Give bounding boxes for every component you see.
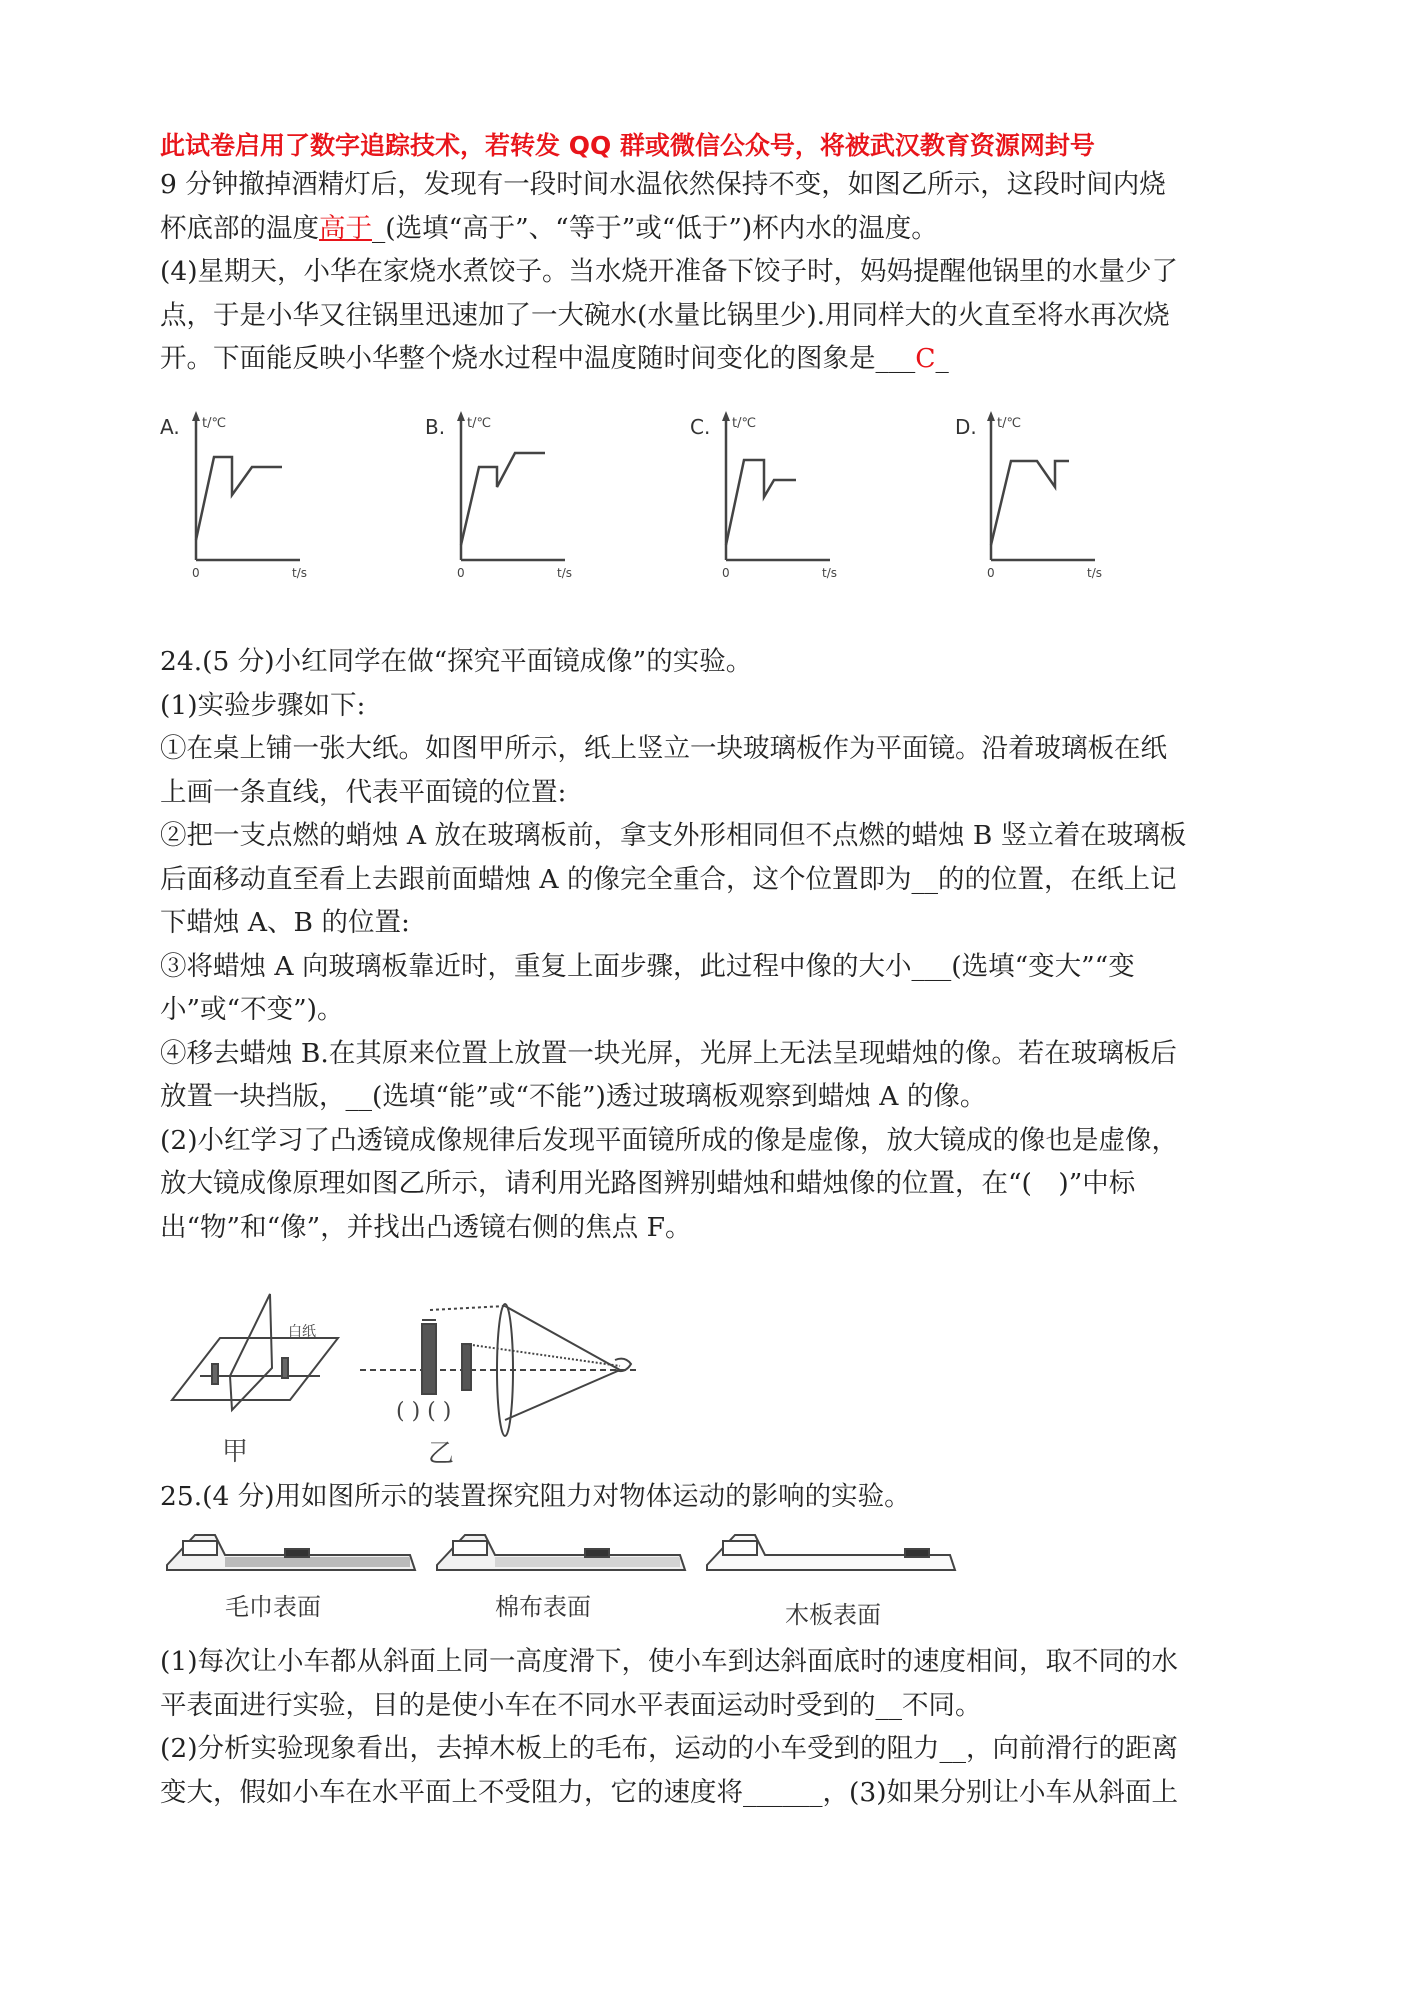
text-line: (2)分析实验现象看出，去掉木板上的毛布，运动的小车受到的阻力__，向前滑行的距离 — [160, 1733, 1179, 1764]
text-line: 小”或“不变”)。 — [160, 994, 344, 1025]
answer-text: 高于 — [319, 212, 372, 244]
y-axis-label: t/℃ — [467, 416, 492, 431]
y-axis-label: t/℃ — [202, 416, 227, 431]
graph-option-a — [160, 405, 330, 585]
graph-c-plot — [710, 405, 860, 585]
figure-yi-caption: 乙 — [428, 1439, 455, 1469]
figure-jia-caption: 甲 — [222, 1437, 249, 1467]
text-line — [160, 337, 1280, 381]
question-title: 24.(5 分)小红同学在做“探究平面镜成像”的实验。 — [160, 646, 753, 677]
blank-parens: ( ) ( ) — [396, 1399, 452, 1424]
graph-d-plot — [975, 405, 1125, 585]
question-23-block — [160, 163, 1280, 381]
origin-label: 0 — [457, 566, 465, 580]
graph-option-d — [955, 405, 1125, 585]
x-axis-label: t/s — [1087, 566, 1102, 580]
x-axis-label: t/s — [822, 566, 837, 580]
x-axis-label: t/s — [292, 566, 307, 580]
x-axis-label: t/s — [557, 566, 572, 580]
text-line: ①在桌上铺一张大纸。如图甲所示，纸上竖立一块玻璃板作为平面镜。沿着玻璃板在纸 — [160, 733, 1167, 764]
text-line: 下蜡烛 A、B 的位置: — [160, 907, 410, 938]
surface-label-cotton: 棉布表面 — [495, 1593, 591, 1621]
text-span: _(选填“高于”、“等于”或“低于”)杯内水的温度。 — [372, 212, 938, 244]
text-line: (1)每次让小车都从斜面上同一高度滑下，使小车到达斜面底时的速度相间，取不同的水 — [160, 1646, 1179, 1677]
text-line: 平表面进行实验，目的是使小车在不同水平表面运动时受到的__不同。 — [160, 1689, 982, 1721]
option-label: D. — [955, 415, 977, 439]
text-line: 点，于是小华又往锅里迅速加了一大碗水(水量比锅里少).用同样大的火直至将水再次烧 — [160, 299, 1170, 331]
origin-label: 0 — [722, 566, 730, 580]
option-label: C. — [690, 415, 711, 439]
text-line: ②把一支点燃的蛸烛 A 放在玻璃板前，拿支外形相同但不点燃的蜡烛 B 竖立着在玻璃板 — [160, 820, 1187, 851]
figure-yi-magnifier — [360, 1304, 640, 1469]
origin-label: 0 — [192, 566, 200, 580]
ramp-wood-surface — [707, 1535, 955, 1629]
text-line: 出“物”和“像”，并找出凸透镜右侧的焦点 F。 — [160, 1211, 692, 1243]
text-line: ③将蜡烛 A 向玻璃板靠近时，重复上面步骤，此过程中像的大小___(选填“变大”“变 — [160, 950, 1135, 982]
graph-b-plot — [445, 405, 595, 585]
graph-option-b — [425, 405, 595, 585]
text-line: 放置一块挡版，__(选填“能”或“不能”)透过玻璃板观察到蜡烛 A 的像。 — [160, 1081, 987, 1112]
option-label: A. — [160, 415, 180, 439]
text-line: 后面移动直至看上去跟前面蜡烛 A 的像完全重合，这个位置即为__的的位置，在纸上记 — [160, 863, 1177, 895]
mirror-lens-figure — [160, 1280, 720, 1470]
y-axis-label: t/℃ — [997, 416, 1022, 431]
text-line: (2)小红学习了凸透镜成像规律后发现平面镜所成的像是虚像，放大镜成的像也是虚像， — [160, 1124, 1179, 1156]
graph-a-plot — [180, 405, 330, 585]
question-25-title-block — [160, 1475, 1280, 1519]
origin-label: 0 — [987, 566, 995, 580]
question-title: 25.(4 分)用如图所示的装置探究阻力对物体运动的影响的实验。 — [160, 1481, 911, 1512]
paper-label: 白纸 — [288, 1324, 316, 1340]
y-axis-label: t/℃ — [732, 416, 757, 431]
text-line: (4)星期天，小华在家烧水煮饺子。当水烧开准备下饺子时，妈妈提醒他锅里的水量少了 — [160, 256, 1179, 287]
text-span: _ — [935, 343, 949, 374]
text-line: 变大，假如小车在水平面上不受阻力，它的速度将______，(3)如果分别让小车从斜面上 — [160, 1776, 1179, 1808]
option-label: B. — [425, 415, 446, 439]
surface-label-wood: 木板表面 — [785, 1601, 881, 1629]
question-25-body — [160, 1640, 1280, 1814]
text-line: 上画一条直线，代表平面镜的位置: — [160, 776, 567, 808]
text-line: (1)实验步骤如下: — [160, 689, 366, 721]
ramp-cotton-surface — [437, 1535, 685, 1621]
graph-option-c — [690, 405, 860, 585]
question-24-block — [160, 640, 1280, 1249]
text-span: 杯底部的温度 — [160, 212, 319, 244]
text-line — [160, 207, 1280, 251]
answer-text: C — [915, 343, 936, 374]
friction-surfaces-figure — [165, 1525, 985, 1630]
text-line: 9 分钟撤掉酒精灯后，发现有一段时间水温依然保持不变，如图乙所示，这段时间内烧 — [160, 169, 1166, 200]
text-line: ④移去蜡烛 B.在其原来位置上放置一块光屏，光屏上无法呈现蜡烛的像。若在玻璃板后 — [160, 1037, 1177, 1069]
ramp-towel-surface — [167, 1535, 415, 1621]
watermark-notice: 此试卷启用了数字追踪技术，若转发 QQ 群或微信公众号，将被武汉教育资源网封号 — [160, 131, 1095, 160]
temperature-time-graphs — [160, 405, 1120, 585]
figure-jia-mirror-setup — [172, 1294, 338, 1467]
surface-label-towel: 毛巾表面 — [225, 1593, 321, 1621]
text-line: 放大镜成像原理如图乙所示，请利用光路图辨别蜡烛和蜡烛像的位置，在“( )”中标 — [160, 1168, 1136, 1199]
text-span: 开。下面能反映小华整个烧水过程中温度随时间变化的图象是___ — [160, 343, 916, 374]
